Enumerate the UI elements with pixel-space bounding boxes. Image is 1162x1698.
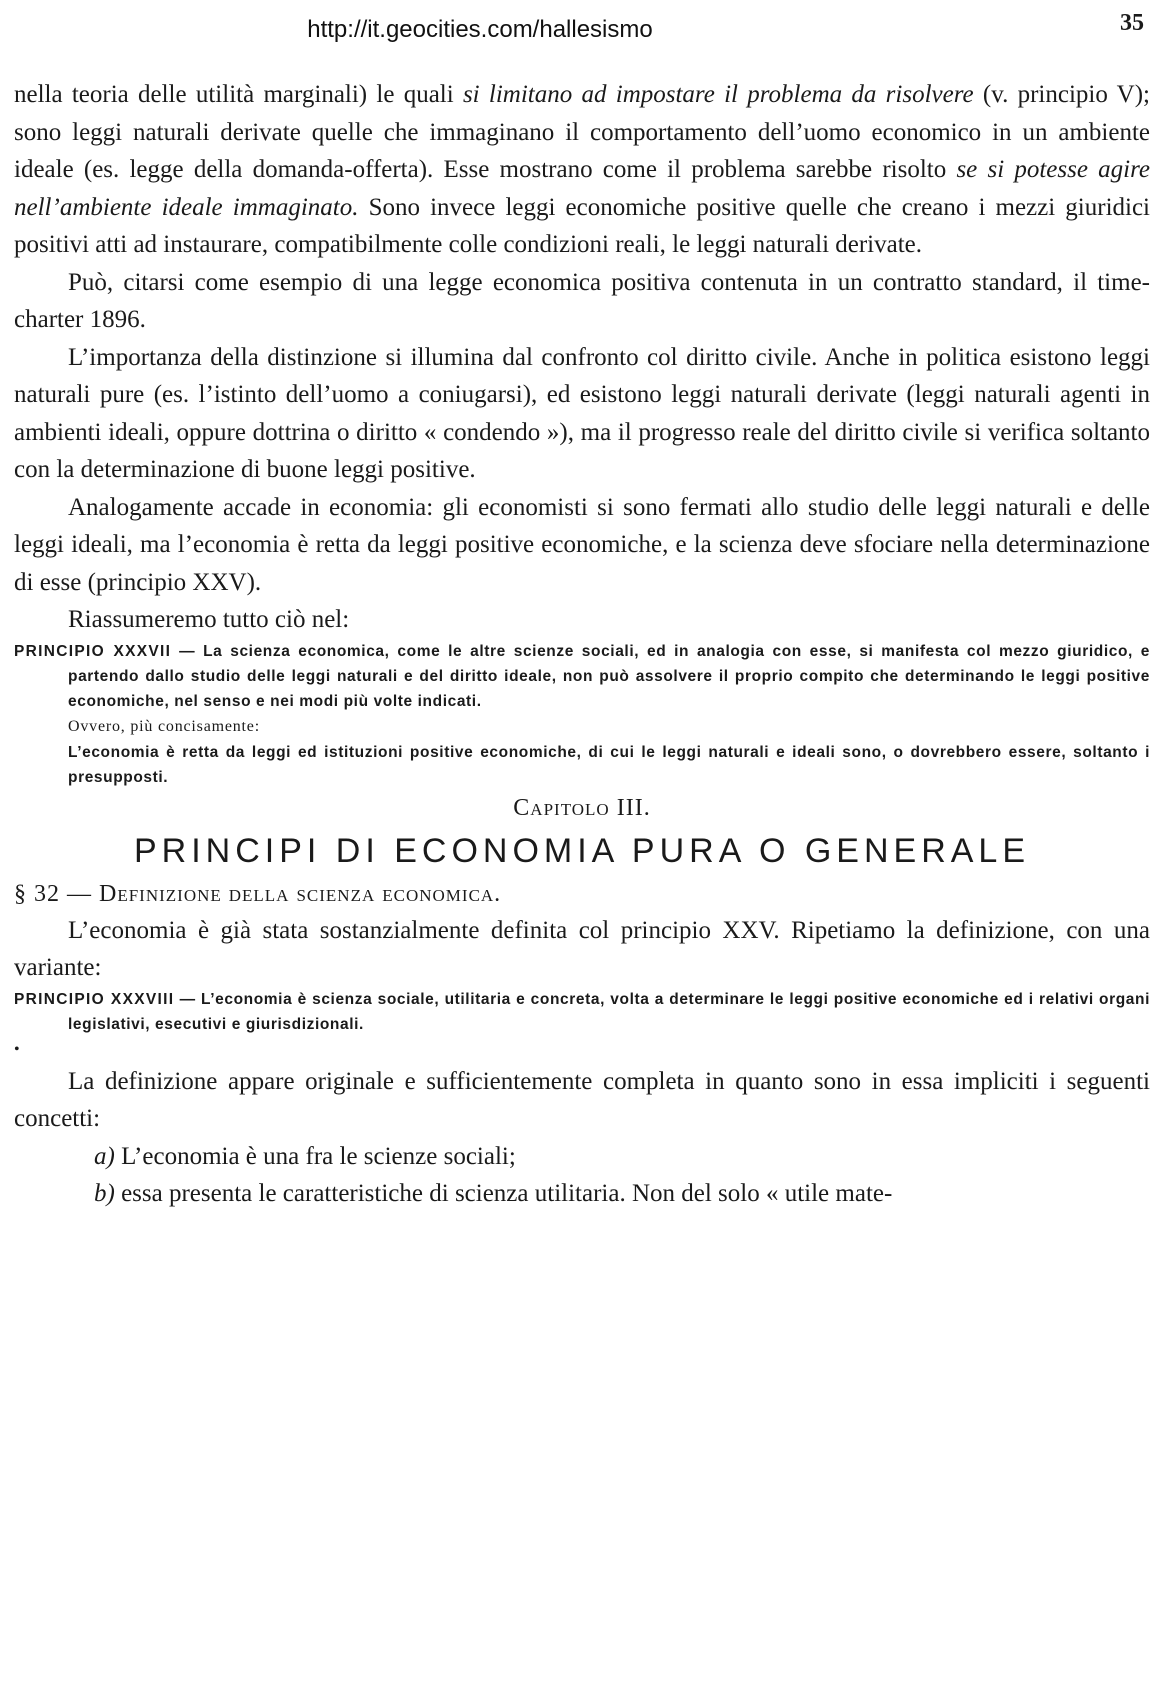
paragraph-1: [14, 76, 1150, 264]
paragraph-1-text-c: (v. principio V); sono leggi naturali derivate quelle che immaginano il comportamento dell’uomo economico in un ambiente ideale (es. legge della domanda-offerta). Esse mostrano come il problema sarebbe risolto: [14, 81, 1150, 183]
principle-37-label: PRINCIPIO XXXVII: [14, 642, 172, 660]
body-text: [14, 76, 1150, 1213]
list-item-a-text: L’economia è una fra le scienze sociali;: [114, 1142, 516, 1170]
paragraph-6: L’economia è già stata sostanzialmente definita col principio XXV. Ripetiamo la definizione, con una variante:: [14, 916, 1150, 981]
list-item-b: [14, 1175, 1150, 1213]
page-number: 35: [1120, 10, 1144, 36]
principle-37-dash: —: [171, 642, 204, 660]
list-item-a: [14, 1138, 1150, 1176]
paragraph-4: Analogamente accade in economia: gli economisti si sono fermati allo studio delle leggi naturali e delle leggi ideali, ma l’economia è retta da leggi positive economiche, e la scienza deve sfociare nella determinazione di esse (principio XXV).: [14, 493, 1150, 596]
list-item-a-label: a): [94, 1142, 115, 1170]
paragraph-1-text-e: Sono invece leggi economiche positive quelle che creano i mezzi giuridici positivi atti ad instaurare, compatibilmente colle condizioni reali, le leggi naturali derivate.: [14, 193, 1150, 258]
section-number: § 32: [14, 880, 60, 907]
section-title: Definizione della scienza economica.: [99, 880, 502, 907]
paragraph-7: La definizione appare originale e sufficientemente completa in quanto sono in essa impliciti i seguenti concetti:: [14, 1067, 1150, 1132]
paragraph-1-italic-d: se si potesse agire nell’ambiente ideale immaginato.: [14, 156, 1150, 221]
paragraph-3: L’importanza della distinzione si illumina dal confronto col diritto civile. Anche in politica esistono leggi naturali pure (es. l’istinto dell’uomo a coniugarsi), ed esistono leggi naturali derivate (leggi naturali agenti in ambienti ideali, oppure dottrina o diritto « condendo »), ma il progresso reale del diritto civile si verifica soltanto con la determinazione di buone leggi positive.: [14, 343, 1150, 483]
section-dash: —: [60, 880, 99, 907]
chapter-title: PRINCIPI DI ECONOMIA PURA O GENERALE: [133, 831, 1031, 870]
chapter-number: III.: [616, 794, 651, 821]
principle-37: [14, 639, 1150, 714]
principle-38-text: L’economia è scienza sociale, utilitaria e concreta, volta a determinare le leggi positive economiche ed i relativi organi legislativi, esecutivi e giurisdizionali.: [68, 990, 1151, 1033]
principle-38: [14, 987, 1150, 1037]
principle-37-sub: Ovvero, più concisamente:: [68, 717, 260, 735]
paragraph-2: Può, citarsi come esempio di una legge economica positiva contenuta in un contratto standard, il time-charter 1896.: [14, 268, 1150, 333]
principle-38-label: PRINCIPIO XXXVIII: [14, 990, 175, 1008]
principle-37-tail: L’economia è retta da leggi ed istituzioni positive economiche, di cui le leggi naturali e ideali sono, o dovrebbero essere, soltanto i presupposti.: [68, 743, 1150, 786]
principle-38-dash: —: [174, 990, 202, 1008]
section-heading: [14, 876, 1150, 912]
paragraph-1-text-a: nella teoria delle utilità marginali) le quali: [14, 81, 463, 108]
header-url: http://it.geocities.com/hallesismo: [307, 16, 653, 43]
list-item-b-text: essa presenta le caratteristiche di scienza utilitaria. Non del solo « utile mate-: [114, 1180, 893, 1207]
chapter-label-word: Capitolo: [513, 794, 610, 821]
bullet-mark: •: [14, 1040, 20, 1058]
principle-37-text: La scienza economica, come le altre scienze sociali, ed in analogia con esse, si manifesta col mezzo giuridico, e partendo dallo studio delle leggi naturali e del diritto ideale, non può assolvere il proprio compito che determinando le leggi positive economiche, nel senso e nei modi più volte indicati.: [68, 642, 1151, 710]
paragraph-1-italic-b: si limitano ad impostare il problema da risolvere: [462, 81, 974, 108]
list-item-b-label: b): [94, 1180, 115, 1207]
chapter-label: [14, 790, 1150, 826]
paragraph-5: Riassumeremo tutto ciò nel:: [68, 606, 350, 633]
